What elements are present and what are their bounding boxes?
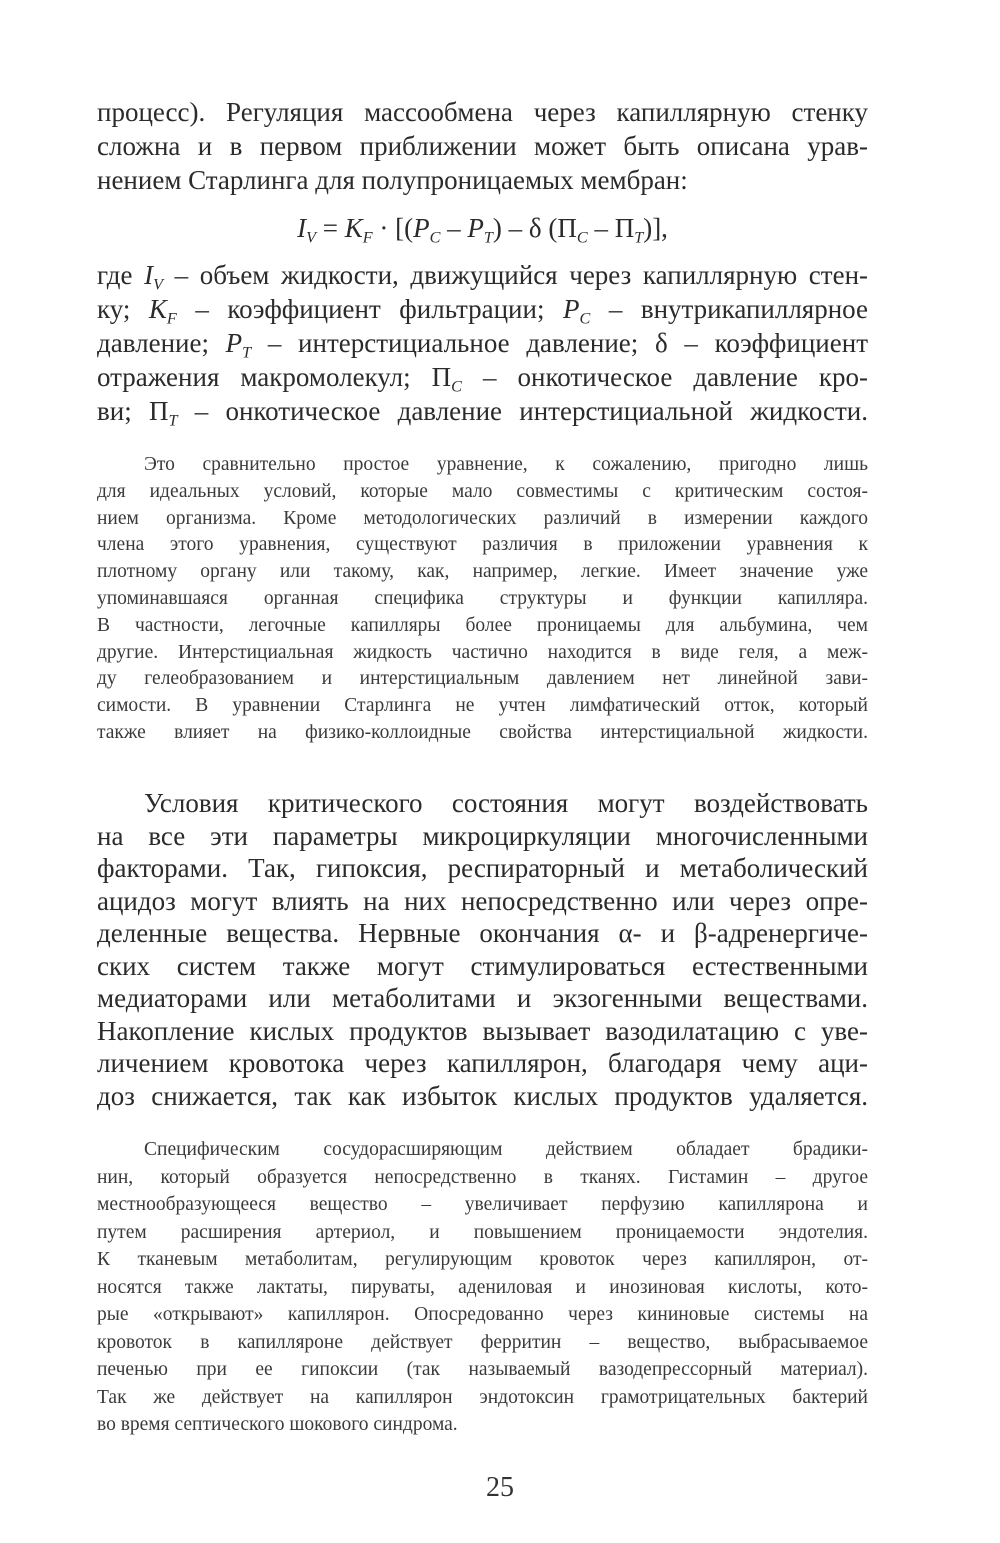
text-run: сложна и в первом приближении может быть описана урав-: [97, 131, 868, 161]
text-run: кровоток в капилляроне действует ферритин – вещество, выбрасываемое: [97, 1331, 868, 1353]
math-variable: [148, 396, 178, 430]
text-line: [97, 852, 868, 885]
variable-subscript: T: [242, 343, 252, 362]
text-line: [97, 950, 868, 983]
text-line: [97, 292, 868, 326]
text-line: [97, 586, 868, 613]
text-run: =: [315, 213, 345, 243]
text-line: [97, 1246, 868, 1274]
text-line: [97, 666, 868, 693]
text-line: [97, 720, 868, 747]
text-run: доз снижается, так как избыток кислых продуктов удаляется.: [97, 1080, 868, 1111]
text-run: ) – δ (: [492, 213, 558, 243]
variable-subscript: C: [579, 309, 591, 328]
text-run: · [(: [372, 213, 414, 243]
variable-subscript: C: [576, 228, 588, 247]
text-run: процесс). Регуляция массообмена через капиллярную стенку: [97, 97, 868, 127]
math-variable: [225, 328, 252, 362]
text-run: члена этого уравнения, существуют различия в приложении уравнения к: [97, 534, 868, 556]
text-run: личением кровотока через капиллярон, благодаря чему аци-: [97, 1048, 868, 1078]
text-line: [97, 1191, 868, 1219]
variable-symbol: П: [614, 213, 635, 243]
text-run: Накопление кислых продуктов вызывает вазодилатацию с уве-: [97, 1015, 868, 1046]
text-line: [97, 1047, 868, 1080]
text-line: [97, 613, 868, 640]
text-line: [97, 787, 868, 820]
text-run: печенью при ее гипоксии (так называемый вазодепрессорный материал).: [97, 1359, 868, 1380]
text-line: [97, 163, 868, 197]
text-run: давление;: [97, 328, 226, 358]
text-line: [97, 479, 868, 506]
math-variable: [297, 213, 316, 247]
text-run: упоминавшаяся органная специфика структуры и функции капилляра.: [97, 587, 868, 609]
text-line: [97, 1356, 868, 1384]
text-line: [97, 258, 868, 292]
text-line: [97, 559, 868, 586]
text-run: В частности, легочные капилляры более проницаемы для альбумина, чем: [97, 614, 868, 636]
text-run: также влияет на физико-коллоидные свойства интерстициальной жидкости.: [97, 721, 868, 743]
variable-subscript: T: [483, 228, 493, 247]
text-run: симости. В уравнении Старлинга не учтен лимфатический отток, который: [97, 695, 868, 717]
text-run: где: [97, 260, 145, 290]
variable-subscript: C: [451, 377, 462, 396]
variable-subscript: F: [166, 309, 177, 328]
text-run: нием организма. Кроме методологических различий в измерении каждого: [97, 507, 868, 529]
text-run: рые «открывают» капиллярон. Опосредованно через кининовые системы на: [97, 1304, 868, 1325]
text-run: другие. Интерстициальная жидкость частично находится в виде геля, а меж-: [97, 641, 868, 663]
math-variable: [467, 213, 493, 247]
text-line: [97, 506, 868, 533]
text-run: ви;: [97, 396, 149, 426]
text-line: [97, 1015, 868, 1048]
text-run: Условия критического состояния могут воздействовать: [144, 788, 868, 818]
text-line: [97, 95, 868, 129]
variable-symbol: П: [557, 213, 577, 243]
text-run: Так же действует на капиллярон эндотоксин грамотрицательных бактерий: [97, 1386, 868, 1408]
page-number: 25: [486, 1472, 514, 1503]
text-run: во время септического шокового синдрома.: [97, 1414, 458, 1435]
text-line: [97, 326, 868, 360]
paragraph-2: [97, 787, 868, 1112]
text-run: – онкотическое давление кро-: [461, 362, 868, 392]
starling-equation: [97, 211, 868, 245]
variable-symbol: П: [431, 362, 452, 392]
text-run: местнообразующееся вещество – увеличивает перфузию капиллярона и: [97, 1194, 868, 1215]
text-run: ку;: [97, 294, 149, 324]
text-run: отражения макромолекул;: [97, 362, 432, 392]
text-line: [97, 211, 868, 245]
text-run: К тканевым метаболитам, регулирующим кровоток через капиллярон, от-: [97, 1249, 868, 1270]
text-line: [97, 917, 868, 950]
text-run: – объем жидкости, движущийся через капиллярную стен-: [163, 260, 869, 290]
text-line: [97, 1136, 868, 1164]
text-run: путем расширения артериол, и повышением проницаемости эндотелия.: [97, 1221, 868, 1243]
text-line: [97, 693, 868, 720]
variable-symbol: K: [344, 213, 363, 243]
text-run: – интерстициальное давление; δ – коэффициент: [251, 328, 868, 358]
math-variable: [344, 213, 373, 247]
variable-symbol: P: [225, 328, 243, 358]
text-run: нин, который образуется непосредственно в тканях. Гистамин – другое: [97, 1166, 868, 1188]
variable-symbol: P: [562, 294, 580, 324]
text-run: )],: [643, 213, 668, 243]
text-run: – онкотическое давление интерстициальной жидкости.: [177, 396, 868, 426]
variable-symbol: P: [467, 213, 484, 243]
variable-symbol: I: [297, 213, 307, 243]
math-variable: [614, 213, 644, 247]
text-line: [97, 1301, 868, 1329]
text-run: медиаторами или метаболитами и экзогенными веществами.: [97, 983, 868, 1013]
variable-symbol: K: [148, 294, 167, 324]
text-line: [97, 1164, 868, 1192]
variable-subscript: T: [634, 228, 644, 247]
text-run: Это сравнительно простое уравнение, к сожалению, пригодно лишь: [144, 454, 868, 475]
text-run: нением Старлинга для полупроницаемых мембран:: [97, 165, 688, 195]
small-paragraph-1: [97, 452, 868, 747]
text-line: [97, 360, 868, 394]
text-run: деленные вещества. Нервные окончания α- и β-адренергиче-: [97, 918, 868, 948]
variable-subscript: T: [168, 411, 178, 430]
text-run: – коэффициент фильтрации;: [176, 294, 563, 324]
text-run: для идеальных условий, которые мало совместимы с критическим состоя-: [97, 480, 868, 502]
text-run: –: [587, 213, 615, 243]
variable-symbol: P: [413, 213, 430, 243]
text-run: ду гелеобразованием и интерстициальным давлением нет линейной зави-: [97, 668, 868, 690]
text-run: плотному органу или такому, как, например, легкие. Имеет значение уже: [97, 561, 868, 583]
text-run: –: [440, 213, 468, 243]
text-line: [97, 640, 868, 667]
math-variable: [144, 260, 163, 294]
paragraph-1: [97, 95, 868, 197]
variable-symbol: П: [148, 396, 169, 426]
text-run: Специфическим сосудорасширяющим действием обладает брадики-: [144, 1139, 868, 1160]
variable-subscript: F: [362, 228, 373, 247]
text-line: [97, 532, 868, 559]
text-line: [97, 820, 868, 853]
text-line: [97, 885, 868, 918]
text-line: [97, 1329, 868, 1357]
text-run: ацидоз могут влиять на них непосредственно или через опре-: [97, 885, 868, 916]
text-line: [97, 1080, 868, 1113]
text-run: носятся также лактаты, пируваты, адениловая и инозиновая кислоты, кото-: [97, 1276, 868, 1298]
text-run: – внутрикапиллярное: [590, 294, 868, 324]
text-run: ских систем также могут стимулироваться естественными: [97, 950, 868, 981]
math-variable: [431, 362, 462, 396]
variable-subscript: C: [429, 228, 441, 247]
small-paragraph-2: [97, 1136, 868, 1439]
text-line: [97, 1219, 868, 1247]
variable-symbol: I: [144, 260, 154, 290]
variable-subscript: V: [306, 228, 316, 247]
text-line: [97, 982, 868, 1015]
math-variable: [557, 213, 588, 247]
math-variable: [413, 213, 441, 247]
text-run: факторами. Так, гипоксия, респираторный и метаболический: [97, 853, 868, 883]
text-line: [97, 129, 868, 163]
text-line: [97, 1384, 868, 1412]
math-variable: [562, 294, 591, 328]
text-line: [97, 394, 868, 428]
math-variable: [148, 294, 177, 328]
variable-subscript: V: [153, 275, 163, 294]
text-line: [97, 452, 868, 479]
text-line: [97, 1411, 868, 1439]
text-run: на все эти параметры микроциркуляции многочисленными: [97, 820, 868, 851]
text-line: [97, 1274, 868, 1302]
equation-definitions: [97, 258, 868, 428]
